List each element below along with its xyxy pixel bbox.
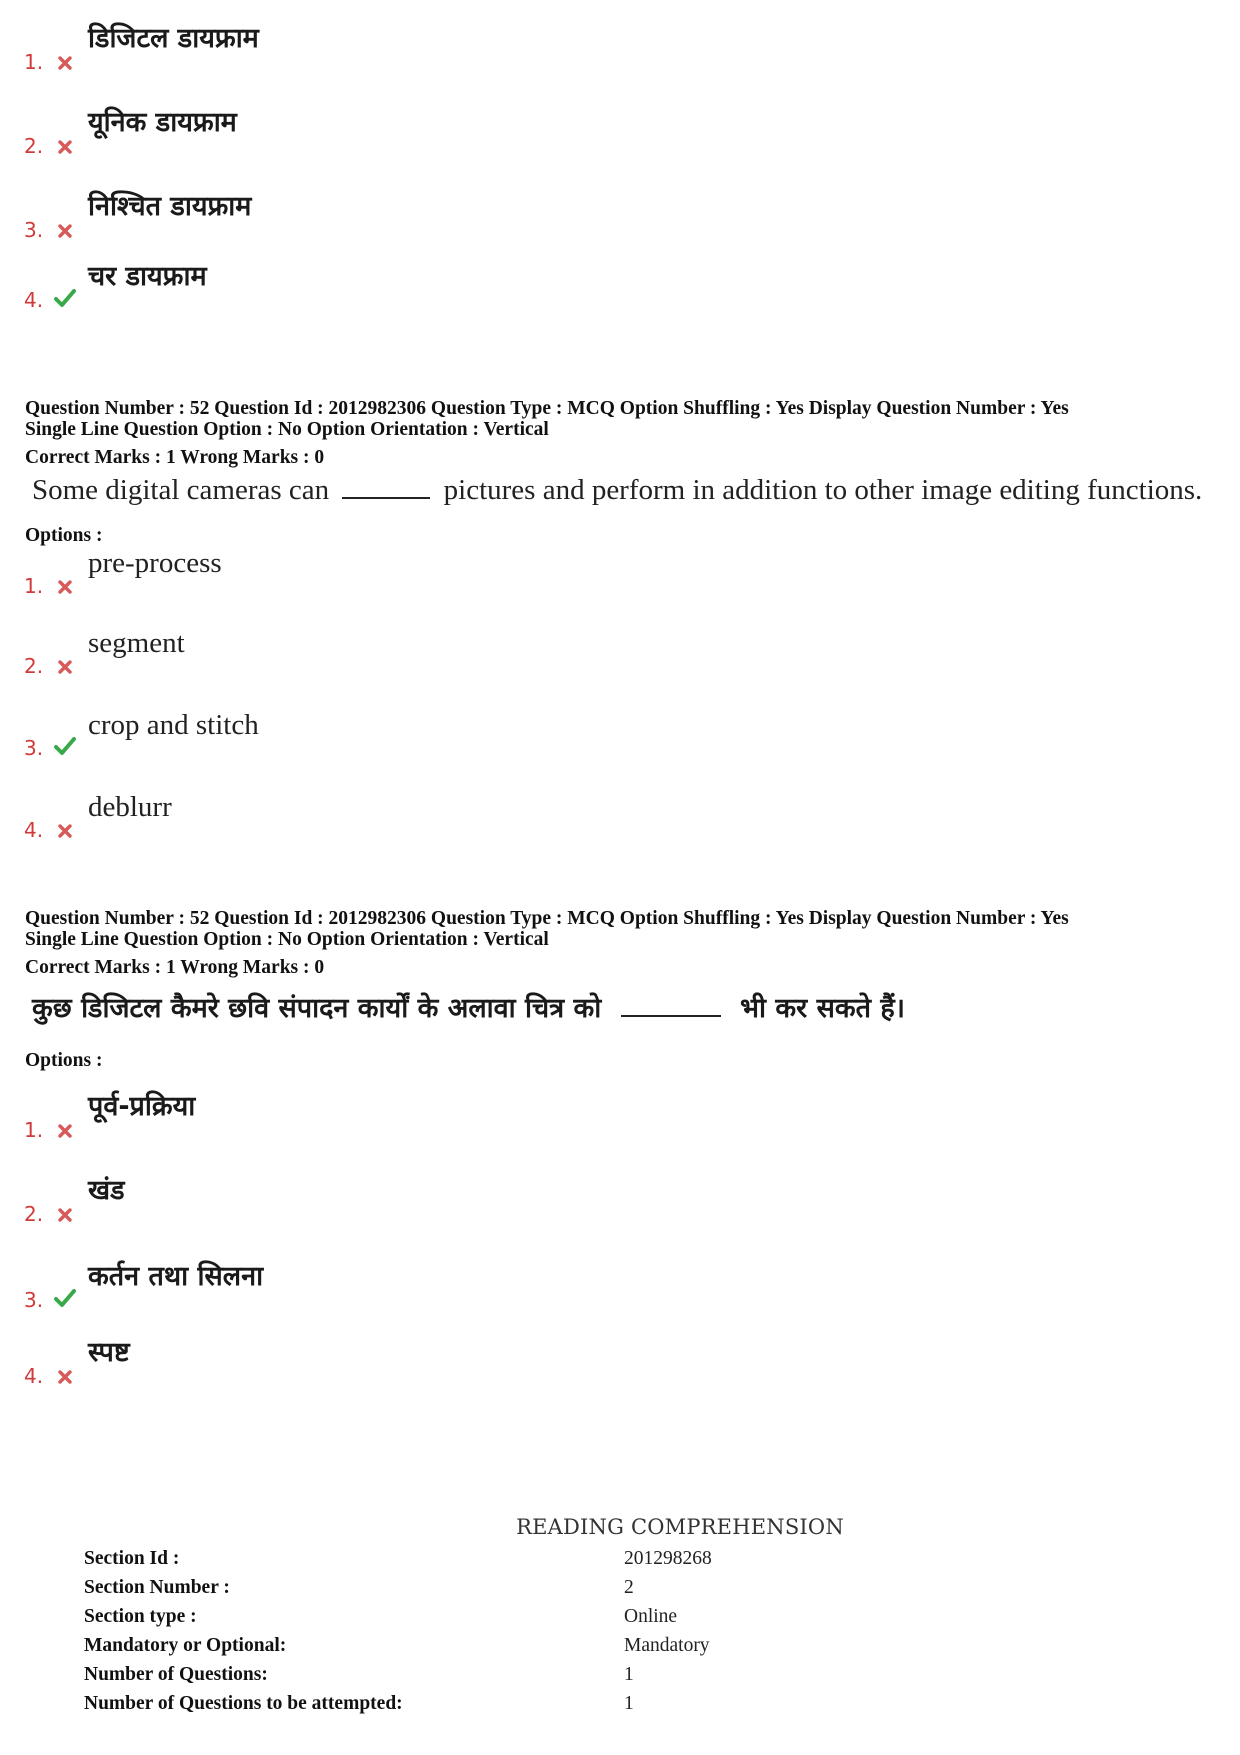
section-row-label: Section Id : bbox=[84, 1548, 180, 1569]
option-text: चर डायफ्राम bbox=[88, 261, 207, 292]
question-meta-line: Question Number : 52 Question Id : 2012982306 Question Type : MCQ Option Shuffling : Yes Display Question Number : Yes bbox=[25, 398, 1069, 419]
cross-icon bbox=[50, 1198, 80, 1226]
question-meta-line: Question Number : 52 Question Id : 2012982306 Question Type : MCQ Option Shuffling : Yes Display Question Number : Yes bbox=[25, 908, 1069, 929]
option-item bbox=[24, 192, 251, 242]
option-number: 4. bbox=[24, 288, 44, 312]
check-icon bbox=[50, 284, 80, 312]
options-label: Options : bbox=[25, 1050, 103, 1071]
cross-icon bbox=[50, 1360, 80, 1388]
option-number: 1. bbox=[24, 574, 44, 598]
cross-icon bbox=[50, 130, 80, 158]
option-item bbox=[24, 108, 237, 158]
section-row-label: Section Number : bbox=[84, 1577, 230, 1598]
cross-icon bbox=[50, 814, 80, 842]
option-text: निश्चित डायफ्राम bbox=[88, 191, 252, 222]
option-item bbox=[24, 628, 185, 678]
option-item bbox=[24, 24, 259, 74]
option-number: 2. bbox=[24, 654, 44, 678]
option-number: 2. bbox=[24, 1202, 44, 1226]
question-meta-line: Single Line Question Option : No Option Orientation : Vertical bbox=[25, 419, 549, 440]
option-item bbox=[24, 1176, 125, 1226]
option-item bbox=[24, 262, 207, 312]
option-number: 4. bbox=[24, 818, 44, 842]
option-number: 3. bbox=[24, 1288, 44, 1312]
question-text-before: Some digital cameras can bbox=[32, 474, 330, 506]
option-number: 3. bbox=[24, 218, 44, 242]
section-row-value: 2 bbox=[624, 1577, 634, 1598]
option-number: 2. bbox=[24, 134, 44, 158]
question-text-before: कुछ डिजिटल कैमरे छवि संपादन कार्यों के अलावा चित्र को bbox=[32, 993, 602, 1024]
section-row-label: Number of Questions to be attempted: bbox=[84, 1693, 403, 1714]
option-item bbox=[24, 548, 222, 598]
option-item bbox=[24, 1262, 263, 1312]
option-text: कर्तन तथा सिलना bbox=[88, 1261, 264, 1292]
section-row-value: 1 bbox=[624, 1664, 634, 1685]
cross-icon bbox=[50, 214, 80, 242]
option-text: crop and stitch bbox=[88, 709, 259, 741]
option-text: यूनिक डायफ्राम bbox=[88, 107, 237, 138]
question-text bbox=[32, 988, 905, 1025]
option-text: pre-process bbox=[88, 547, 222, 579]
answer-blank bbox=[342, 497, 430, 499]
option-text: खंड bbox=[88, 1175, 125, 1206]
option-number: 4. bbox=[24, 1364, 44, 1388]
option-item bbox=[24, 1092, 195, 1142]
option-text: deblurr bbox=[88, 791, 172, 823]
section-row-label: Section type : bbox=[84, 1606, 197, 1627]
option-text: डिजिटल डायफ्राम bbox=[88, 23, 259, 54]
section-row-value: Online bbox=[624, 1606, 678, 1627]
section-row-value: 201298268 bbox=[624, 1548, 712, 1569]
option-item bbox=[24, 792, 172, 842]
section-row-label: Number of Questions: bbox=[84, 1664, 268, 1685]
option-number: 3. bbox=[24, 736, 44, 760]
question-text-after: भी कर सकते हैं। bbox=[740, 993, 905, 1024]
answer-blank bbox=[621, 1015, 721, 1017]
question-marks-line: Correct Marks : 1 Wrong Marks : 0 bbox=[25, 957, 325, 978]
question-marks-line: Correct Marks : 1 Wrong Marks : 0 bbox=[25, 447, 325, 468]
question-text bbox=[32, 474, 1202, 507]
option-text: segment bbox=[88, 627, 185, 659]
cross-icon bbox=[50, 570, 80, 598]
option-text: पूर्व-प्रक्रिया bbox=[88, 1091, 196, 1122]
options-label: Options : bbox=[25, 525, 103, 546]
section-row-value: Mandatory bbox=[624, 1635, 710, 1656]
option-item bbox=[24, 710, 259, 760]
section-row-label: Mandatory or Optional: bbox=[84, 1635, 287, 1656]
question-meta-line: Single Line Question Option : No Option Orientation : Vertical bbox=[25, 929, 549, 950]
option-number: 1. bbox=[24, 50, 44, 74]
cross-icon bbox=[50, 650, 80, 678]
option-text: स्पष्ट bbox=[88, 1337, 130, 1368]
section-title: READING COMPREHENSION bbox=[516, 1515, 844, 1539]
check-icon bbox=[50, 1284, 80, 1312]
question-text-after: pictures and perform in addition to other image editing functions. bbox=[443, 474, 1203, 506]
cross-icon bbox=[50, 46, 80, 74]
option-item bbox=[24, 1338, 130, 1388]
section-row-value: 1 bbox=[624, 1693, 634, 1714]
check-icon bbox=[50, 732, 80, 760]
cross-icon bbox=[50, 1114, 80, 1142]
option-number: 1. bbox=[24, 1118, 44, 1142]
